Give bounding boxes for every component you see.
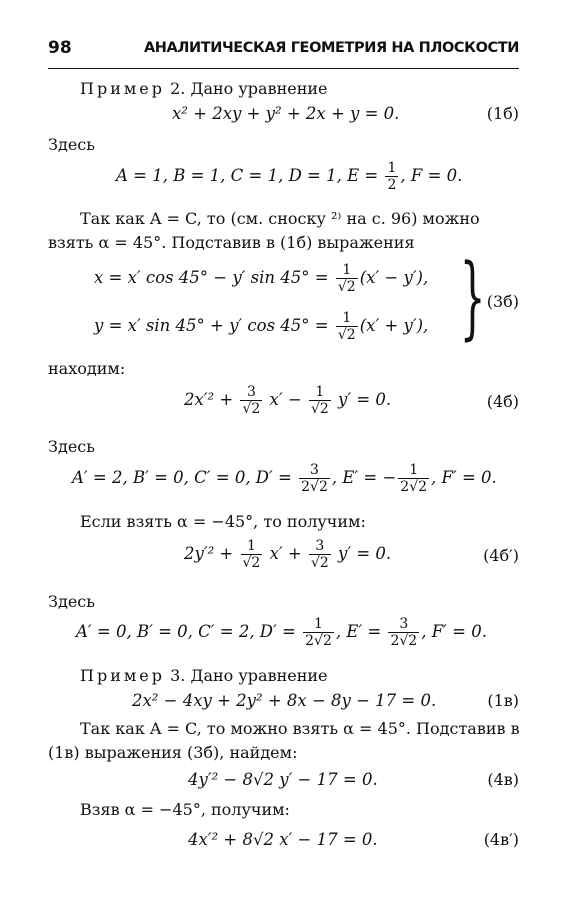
paragraph-tak-kak-2: взять α = 45°. Подставив в (1б) выражения [48, 233, 415, 252]
fraction: $\frac{1}{√2}$ [242, 538, 261, 571]
equation-4v-prime-number: (4в′) [483, 830, 519, 849]
fraction: $\frac{1}{2√2}$ [305, 616, 332, 649]
equation-4b-prime-number: (4б′) [483, 546, 519, 565]
equation-4v-prime: 4x′² + 8√2 x′ − 17 = 0. [188, 830, 378, 849]
equation-1v-number: (1в) [487, 691, 519, 710]
paragraph-vzyav: Взяв α = −45°, получим: [80, 800, 290, 819]
equation-4b-prime: 2y′² + $\frac{1}{√2}$ x′ + $\frac{3}{√2}$ y′ = 0. [184, 538, 392, 571]
system-row-x: x = x′ cos 45° − y′ sin 45° = $\frac{1}{√2}$ (x′ − y′), [94, 262, 429, 295]
running-title: АНАЛИТИЧЕСКАЯ ГЕОМЕТРИЯ НА ПЛОСКОСТИ [143, 40, 519, 56]
fraction: $\frac{3}{√2}$ [310, 538, 329, 571]
page-header [48, 38, 519, 66]
fraction: $\frac{1}{2√2}$ [400, 462, 428, 495]
coefficients-3: A′ = 0, B′ = 0, C′ = 2, D′ = $\frac{1}{2√2}$ , E′ = $\frac{3}{2√2}$ , F′ = 0. [76, 616, 487, 649]
paragraph-tak-kak-3a: Так как A = C, то можно взять α = 45°. Подставив в [80, 719, 520, 738]
equation-4b-number: (4б) [486, 392, 519, 411]
right-brace: } [459, 245, 486, 350]
fraction: $\frac{3}{√2}$ [242, 384, 261, 417]
equation-1b-number: (1б) [486, 104, 519, 123]
coefficients-2: A′ = 2, B′ = 0, C′ = 0, D′ = $\frac{3}{2√2}$ , E′ = − $\frac{1}{2√2}$ , F′ = 0. [72, 462, 497, 495]
fraction: $\frac{1}{√2}$ [310, 384, 329, 417]
fraction: $\frac{3}{2√2}$ [390, 616, 418, 649]
example-3-heading: Пример 3. Дано уравнение [80, 666, 328, 685]
fraction: $\frac{1}{√2}$ [337, 262, 356, 295]
zdes-1: Здесь [48, 135, 95, 154]
equation-4v-number: (4в) [487, 770, 519, 789]
equation-4b: 2x′² + $\frac{3}{√2}$ x′ − $\frac{1}{√2}$ y′ = 0. [184, 384, 392, 417]
coefficients-1: A = 1, B = 1, C = 1, D = 1, E = $\frac{1}{2}$ , F = 0. [116, 160, 463, 193]
fraction: $\frac{1}{√2}$ [337, 310, 356, 343]
example-2-heading: Пример 2. Дано уравнение [80, 79, 328, 98]
system-row-y: y = x′ sin 45° + y′ cos 45° = $\frac{1}{√2}$ (x′ + y′), [94, 310, 429, 343]
zdes-2: Здесь [48, 437, 95, 456]
equation-4v: 4y′² − 8√2 y′ − 17 = 0. [188, 770, 378, 789]
system-number: (3б) [486, 292, 519, 311]
equation-1b: x² + 2xy + y² + 2x + y = 0. [172, 104, 400, 123]
header-rule [48, 68, 519, 69]
page-number: 98 [48, 38, 72, 58]
equation-1v: 2x² − 4xy + 2y² + 8x − 8y − 17 = 0. [132, 691, 437, 710]
paragraph-esli: Если взять α = −45°, то получим: [80, 512, 366, 531]
fraction: $\frac{1}{2}$ [387, 160, 397, 193]
zdes-3: Здесь [48, 592, 95, 611]
nahodim: находим: [48, 359, 126, 378]
fraction: $\frac{3}{2√2}$ [301, 462, 328, 495]
paragraph-tak-kak-3b: (1в) выражения (3б), найдем: [48, 743, 298, 762]
paragraph-tak-kak-1: Так как A = C, то (см. сноску ²⁾ на с. 96) можно [80, 209, 480, 228]
